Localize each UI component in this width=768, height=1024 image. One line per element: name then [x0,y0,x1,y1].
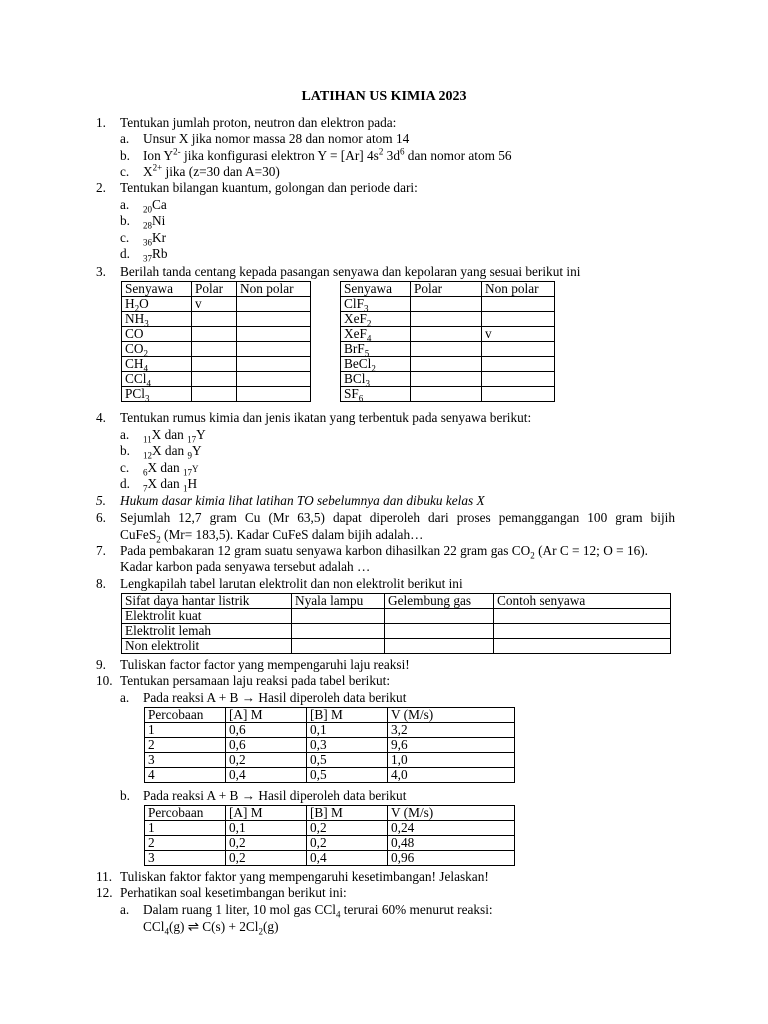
q10a-text: Pada reaksi A + B → Hasil diperoleh data berikut [143,690,407,705]
q6-line1: Sejumlah 12,7 gram Cu (Mr 63,5) dapat diperoleh dari proses pemanggangan 100 gram bijih [120,510,675,525]
table-cell: 0,2 [226,851,307,866]
q8-text: Lengkapilah tabel larutan elektrolit dan non elektrolit berikut ini [120,576,463,591]
header-cell: V (M/s) [388,708,515,723]
answer-cell[interactable] [494,639,671,654]
header-cell: Sifat daya hantar listrik [122,594,292,609]
q2-number: 2. [96,180,106,195]
q1b-label: b. [120,148,130,163]
header-cell: V (M/s) [388,806,515,821]
q7-number: 7. [96,543,106,558]
table-row [341,297,555,312]
answer-cell[interactable] [292,639,385,654]
compound-cell: CCl$_4$ [122,372,192,387]
nonpolar-cell[interactable] [237,357,311,372]
answer-cell[interactable] [292,624,385,639]
q9-text: Tuliskan factor factor yang mempengaruhi laju reaksi! [120,657,410,672]
compound-cell: CO [122,327,192,342]
header-cell: [A] M [226,708,307,723]
polar-cell[interactable] [192,372,237,387]
table-cell: 0,2 [307,836,388,851]
q1a-label: a. [120,131,130,146]
table-cell: 9,6 [388,738,515,753]
table-cell: 3 [145,851,226,866]
q2a-label: a. [120,197,130,212]
header-cell: [B] M [307,708,388,723]
table-cell: 3,2 [388,723,515,738]
nonpolar-cell[interactable] [482,342,555,357]
table-row [341,357,555,372]
nonpolar-cell[interactable] [237,372,311,387]
rate-table-a [144,707,515,783]
header-cell: [A] M [226,806,307,821]
table-row [341,372,555,387]
polarity-table-left [121,281,311,402]
compound-cell: $CO_2$ [122,342,192,357]
compound-cell: BrF$_5$ [341,342,411,357]
header-cell: [B] M [307,806,388,821]
nonpolar-cell[interactable] [237,327,311,342]
answer-cell[interactable] [292,609,385,624]
q1-text: Tentukan jumlah proton, neutron dan elektron pada: [120,115,397,130]
header-cell: Senyawa [341,282,411,297]
table-header-row [122,282,311,297]
q1-number: 1. [96,115,106,130]
q9-number: 9. [96,657,106,672]
answer-cell[interactable] [385,639,494,654]
table-row [122,609,671,624]
table-row [145,836,515,851]
q4a-text: $_{11}$X dan $_{17}$Y [143,427,206,445]
nonpolar-cell[interactable] [482,372,555,387]
q6-number: 6. [96,510,106,525]
header-cell: Senyawa [122,282,192,297]
table-row [145,738,515,753]
q4b-label: b. [120,443,130,458]
table-header-row [122,594,671,609]
polar-cell[interactable] [192,342,237,357]
nonpolar-cell[interactable] [482,387,555,402]
table-cell: 0,24 [388,821,515,836]
table-cell: 1,0 [388,753,515,768]
q2d-label: d. [120,246,130,261]
header-cell: Non polar [482,282,555,297]
table-cell: 0,1 [226,821,307,836]
polar-cell[interactable] [411,342,482,357]
header-cell: Polar [411,282,482,297]
q5-text: Hukum dasar kimia lihat latihan TO sebelumnya dan dibuku kelas X [120,493,485,508]
q1b-text: Ion $Y^{2-}$ jika konfigurasi elektron Y = [Ar] $4s^2$ $3d^6$ dan nomor atom 56 [143,146,512,163]
header-cell: Non polar [237,282,311,297]
answer-cell[interactable] [385,624,494,639]
q4d-text: $_7$X dan $_1$H [143,476,198,494]
table-cell: 0,6 [226,738,307,753]
polar-cell[interactable] [411,372,482,387]
compound-cell: XeF$_2$ [341,312,411,327]
table-row [122,297,311,312]
table-cell: 0,4 [307,851,388,866]
answer-cell[interactable] [385,609,494,624]
table-cell: 0,6 [226,723,307,738]
table-row [122,327,311,342]
q4b-text: $_{12}$X dan $_9$Y [143,443,202,461]
q1a-text: Unsur X jika nomor massa 28 dan nomor atom 14 [143,131,410,146]
table-cell: 0,3 [307,738,388,753]
q2b-text: $_{28}$Ni [143,213,166,231]
table-cell: 0,2 [307,821,388,836]
q2-text: Tentukan bilangan kuantum, golongan dan periode dari: [120,180,418,195]
q12a-label: a. [120,902,130,917]
table-cell: 0,4 [226,768,307,783]
table-row [122,342,311,357]
answer-cell[interactable] [494,609,671,624]
table-cell: 2 [145,836,226,851]
q2c-text: $_{36}$Kr [143,230,167,248]
q5-number: 5. [96,493,106,508]
table-cell: 0,5 [307,768,388,783]
polar-cell[interactable] [192,327,237,342]
table-row [145,723,515,738]
q12a-text: Dalam ruang 1 liter, 10 mol gas CCl$_4$ terurai 60% menurut reaksi: [143,902,493,920]
nonpolar-cell[interactable] [482,357,555,372]
table-row [145,851,515,866]
table-cell: 4,0 [388,768,515,783]
table-row [341,312,555,327]
q10a-label: a. [120,690,130,705]
q11-number: 11. [96,869,113,884]
compound-cell: $H_2O$ [122,297,192,312]
q4c-label: c. [120,460,130,475]
q4c-text: $_6$X dan $_{17}$Y [143,460,199,478]
compound-cell: ClF$_3$ [341,297,411,312]
q2d-text: $_{37}$Rb [143,246,168,264]
table-row [145,753,515,768]
table-row [122,639,671,654]
q12-number: 12. [96,885,113,900]
compound-cell: BeCl$_2$ [341,357,411,372]
q1c-text: $X^{2+}$ jika (z=30 dan A=30) [143,162,280,179]
header-cell: Gelembung gas [385,594,494,609]
polar-cell[interactable] [192,387,237,402]
header-cell: Nyala lampu [292,594,385,609]
compound-cell: BCl$_3$ [341,372,411,387]
compound-cell: $SF_6$ [341,387,411,402]
nonpolar-cell[interactable] [482,297,555,312]
nonpolar-cell[interactable] [237,387,311,402]
q4d-label: d. [120,476,130,491]
table-cell: 2 [145,738,226,753]
q12-text: Perhatikan soal kesetimbangan berikut ini: [120,885,347,900]
polarity-table-right [340,281,555,402]
property-cell: Non elektrolit [122,639,292,654]
table-cell: 0,96 [388,851,515,866]
nonpolar-cell[interactable] [237,312,311,327]
table-cell: 1 [145,821,226,836]
table-row [122,624,671,639]
polar-cell[interactable] [411,312,482,327]
header-cell: Polar [192,282,237,297]
property-cell: Elektrolit lemah [122,624,292,639]
table-row [341,387,555,402]
q12a-equation: CCl$_4$(g) ⇌ $C(s) + 2Cl_2(g)$ [143,919,279,937]
q10-text: Tentukan persamaan laju reaksi pada tabel berikut: [120,673,391,688]
polar-cell[interactable] [411,297,482,312]
q11-text: Tuliskan faktor faktor yang mempengaruhi kesetimbangan! Jelaskan! [120,869,489,884]
rate-table-b [144,805,515,866]
table-cell: 4 [145,768,226,783]
nonpolar-cell[interactable] [237,342,311,357]
table-row [145,821,515,836]
table-header-row [145,806,515,821]
q4-text: Tentukan rumus kimia dan jenis ikatan yang terbentuk pada senyawa berikut: [120,410,532,425]
q2a-text: $_{20}$Ca [143,197,167,215]
table-row [341,327,555,342]
q10b-text: Pada reaksi A + B → Hasil diperoleh data berikut [143,788,407,803]
header-cell: Percobaan [145,708,226,723]
q3-number: 3. [96,264,106,279]
table-row [122,357,311,372]
property-cell: Elektrolit kuat [122,609,292,624]
q3-text: Berilah tanda centang kepada pasangan senyawa dan kepolaran yang sesuai berikut ini [120,264,581,279]
q7-line1: Pada pembakaran 12 gram suatu senyawa karbon dihasilkan 22 gram gas $CO_2$ (Ar C = 12; O = 16). [120,543,648,561]
polar-cell[interactable] [411,327,482,342]
polar-cell[interactable] [192,312,237,327]
polar-cell[interactable]: v [192,297,237,312]
nonpolar-cell[interactable] [482,312,555,327]
q4a-label: a. [120,427,130,442]
nonpolar-cell[interactable] [237,297,311,312]
table-cell: 0,48 [388,836,515,851]
table-cell: 3 [145,753,226,768]
q2b-label: b. [120,213,130,228]
header-cell: Percobaan [145,806,226,821]
q10-number: 10. [96,673,113,688]
answer-cell[interactable] [494,624,671,639]
polar-cell[interactable] [411,387,482,402]
table-row [122,372,311,387]
q4-number: 4. [96,410,106,425]
q2c-label: c. [120,230,130,245]
table-cell: 0,1 [307,723,388,738]
q7-line2: Kadar karbon pada senyawa tersebut adalah … [120,559,371,574]
table-row [122,387,311,402]
table-cell: 0,2 [226,753,307,768]
compound-cell: $NH_3$ [122,312,192,327]
page-title: LATIHAN US KIMIA 2023 [301,89,467,104]
compound-cell: XeF$_4$ [341,327,411,342]
q1c-label: c. [120,164,130,179]
table-row [341,342,555,357]
table-cell: 1 [145,723,226,738]
header-cell: Contoh senyawa [494,594,671,609]
table-cell: 0,5 [307,753,388,768]
table-row [122,312,311,327]
nonpolar-cell[interactable]: v [482,327,555,342]
q10b-label: b. [120,788,130,803]
table-header-row [341,282,555,297]
table-row [145,768,515,783]
polar-cell[interactable] [192,357,237,372]
compound-cell: PCl$_3$ [122,387,192,402]
electrolyte-table [121,593,671,654]
q8-number: 8. [96,576,106,591]
q6-line2: CuFeS$_2$ (Mr= 183,5). Kadar CuFeS dalam bijih adalah… [120,527,424,545]
compound-cell: $CH_4$ [122,357,192,372]
polar-cell[interactable] [411,357,482,372]
table-cell: 0,2 [226,836,307,851]
table-header-row [145,708,515,723]
